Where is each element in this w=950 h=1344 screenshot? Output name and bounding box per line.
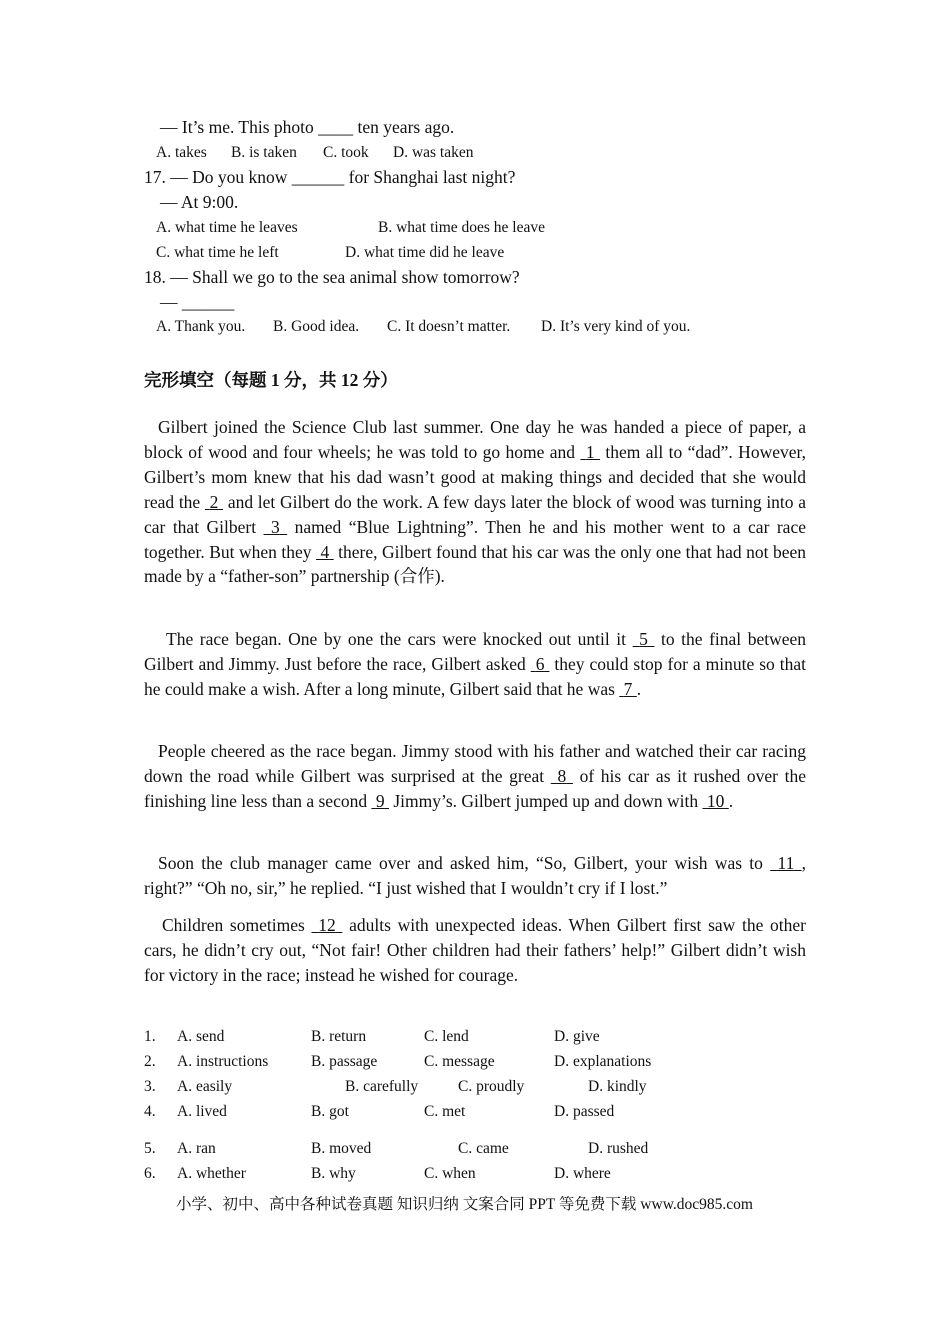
blank-12: 12 — [318, 915, 336, 935]
answer-4-option-b: B. got — [311, 1103, 349, 1120]
answer-4-option-a: A. lived — [177, 1103, 227, 1120]
blank-5: 5 — [639, 629, 648, 649]
p3-text-1: People cheered as the race began. Jimmy stood with his father and watched their car racing down the road while Gilbert was surprised at the great — [144, 741, 806, 786]
blank-1: 1 — [585, 441, 595, 462]
q17-option-b: B. what time does he leave — [378, 219, 546, 236]
p3-text-2: of his car as it rushed over the finishing line less than a second — [144, 765, 807, 811]
answer-6-option-a: A. whether — [177, 1165, 246, 1182]
answer-3-number: 3. — [144, 1078, 156, 1095]
p3-text-4: . — [728, 790, 734, 811]
answer-6-option-b: B. why — [311, 1165, 356, 1182]
p1-text-4: named “Blue Lightning”. Then he and his mother went to a car race together. But when they — [144, 516, 806, 562]
blank-7: 7 — [623, 678, 633, 699]
passage-paragraph-3 — [144, 739, 806, 814]
answer-5-option-a: A. ran — [177, 1140, 216, 1157]
p3-text-3: Jimmy’s. Gilbert jumped up and down with — [388, 790, 703, 811]
blank-9: 9 — [375, 790, 385, 811]
q18-option-a: A. Thank you. — [156, 318, 246, 335]
p2-text-4: . — [636, 678, 642, 699]
answer-3-option-a: A. easily — [177, 1078, 233, 1095]
answer-2-option-c: C. message — [424, 1053, 495, 1070]
passage-paragraph-2 — [144, 627, 806, 702]
q16-option-b: B. is taken — [231, 144, 297, 161]
q16-option-d: D. was taken — [393, 144, 474, 161]
answer-3-option-b: B. carefully — [345, 1078, 419, 1095]
p1-text-5: there, Gilbert found that his car was the only one that had not been made by a “father-son” partnership (合作). — [144, 541, 807, 587]
passage-paragraph-1 — [144, 415, 806, 589]
answer-6-option-d: D. where — [554, 1165, 611, 1182]
blank-8: 8 — [557, 765, 567, 786]
p5-text-1: Children sometimes — [162, 915, 312, 935]
blank-2: 2 — [209, 491, 219, 512]
q18-option-d: D. It’s very kind of you. — [541, 318, 691, 335]
blank-10: 10 — [706, 790, 725, 811]
blank-4: 4 — [320, 541, 330, 562]
p2-text-3: they could stop for a minute so that he could make a wish. After a long minute, Gilbert said that he was — [144, 653, 807, 699]
answer-3-option-c: C. proudly — [458, 1078, 525, 1095]
answer-1-option-a: A. send — [177, 1028, 225, 1045]
question-17: 17. — Do you know ______ for Shanghai last night? — [144, 167, 516, 187]
p2-text-2: to the final between Gilbert and Jimmy. Just before the race, Gilbert asked — [144, 629, 807, 674]
q16-option-a: A. takes — [156, 144, 207, 161]
answer-2-option-a: A. instructions — [177, 1053, 269, 1070]
answer-5-option-b: B. moved — [311, 1140, 372, 1157]
answer-1-option-d: D. give — [554, 1028, 600, 1045]
p2-text-1: The race began. One by one the cars were knocked out until it — [166, 629, 633, 649]
section-title: 完形填空（每题 1 分，共 12 分） — [144, 370, 398, 390]
answer-2-option-b: B. passage — [311, 1053, 378, 1070]
page-footer: 小学、初中、高中各种试卷真题 知识归纳 文案合同 PPT 等免费下载 www.doc985.com — [176, 1196, 753, 1213]
q17-option-a: A. what time he leaves — [156, 219, 298, 236]
answer-1-option-c: C. lend — [424, 1028, 469, 1045]
answer-5-option-c: C. came — [458, 1140, 509, 1157]
answer-4-number: 4. — [144, 1103, 156, 1120]
q17-option-d: D. what time did he leave — [345, 244, 505, 261]
passage-paragraph-5 — [144, 913, 806, 988]
answer-4-option-c: C. met — [424, 1103, 466, 1120]
blank-6: 6 — [535, 653, 545, 674]
question-16-answer-line: — It’s me. This photo ____ ten years ago. — [160, 117, 455, 137]
answer-5-option-d: D. rushed — [588, 1140, 649, 1157]
q18-option-c: C. It doesn’t matter. — [387, 318, 511, 335]
answer-2-number: 2. — [144, 1053, 156, 1070]
answer-1-option-b: B. return — [311, 1028, 367, 1045]
q18-option-b: B. Good idea. — [273, 318, 360, 335]
passage-paragraph-4 — [144, 851, 806, 901]
p1-text-2: them all to “dad”. However, Gilbert’s mom knew that his dad wasn’t good at making things and decided that she would read the — [144, 441, 806, 512]
answer-6-number: 6. — [144, 1165, 156, 1182]
answer-4-option-d: D. passed — [554, 1103, 615, 1120]
p4-text-1: Soon the club manager came over and asked him, “So, Gilbert, your wish was to — [158, 853, 771, 873]
q16-option-c: C. took — [323, 144, 369, 161]
answer-1-number: 1. — [144, 1028, 156, 1045]
answer-6-option-c: C. when — [424, 1165, 476, 1182]
p5-text-2: adults with unexpected ideas. When Gilbert first saw the other cars, he didn’t cry out, “Not fair! Other children had their fathers’ help!” Gilbert didn’t wish for victory in the race; instead he wished for courage. — [144, 915, 807, 985]
answer-3-option-d: D. kindly — [588, 1078, 647, 1095]
question-18-reply: — ______ — [160, 292, 235, 312]
answer-2-option-d: D. explanations — [554, 1053, 652, 1070]
answer-5-number: 5. — [144, 1140, 156, 1157]
p1-text-3: and let Gilbert do the work. A few days later the block of wood was turning into a car that Gilbert — [144, 491, 807, 537]
question-17-reply: — At 9:00. — [160, 192, 239, 212]
blank-11: 11 — [777, 853, 795, 873]
question-18: 18. — Shall we go to the sea animal show tomorrow? — [144, 267, 520, 287]
p4-text-2: , right?” “Oh no, sir,” he replied. “I just wished that I wouldn’t cry if I lost.” — [144, 853, 806, 898]
p1-text-1: Gilbert joined the Science Club last summer. One day he was handed a piece of paper, a block of wood and four wheels; he was told to go home and — [144, 417, 806, 462]
q17-option-c: C. what time he left — [156, 244, 279, 261]
blank-3: 3 — [270, 516, 280, 537]
